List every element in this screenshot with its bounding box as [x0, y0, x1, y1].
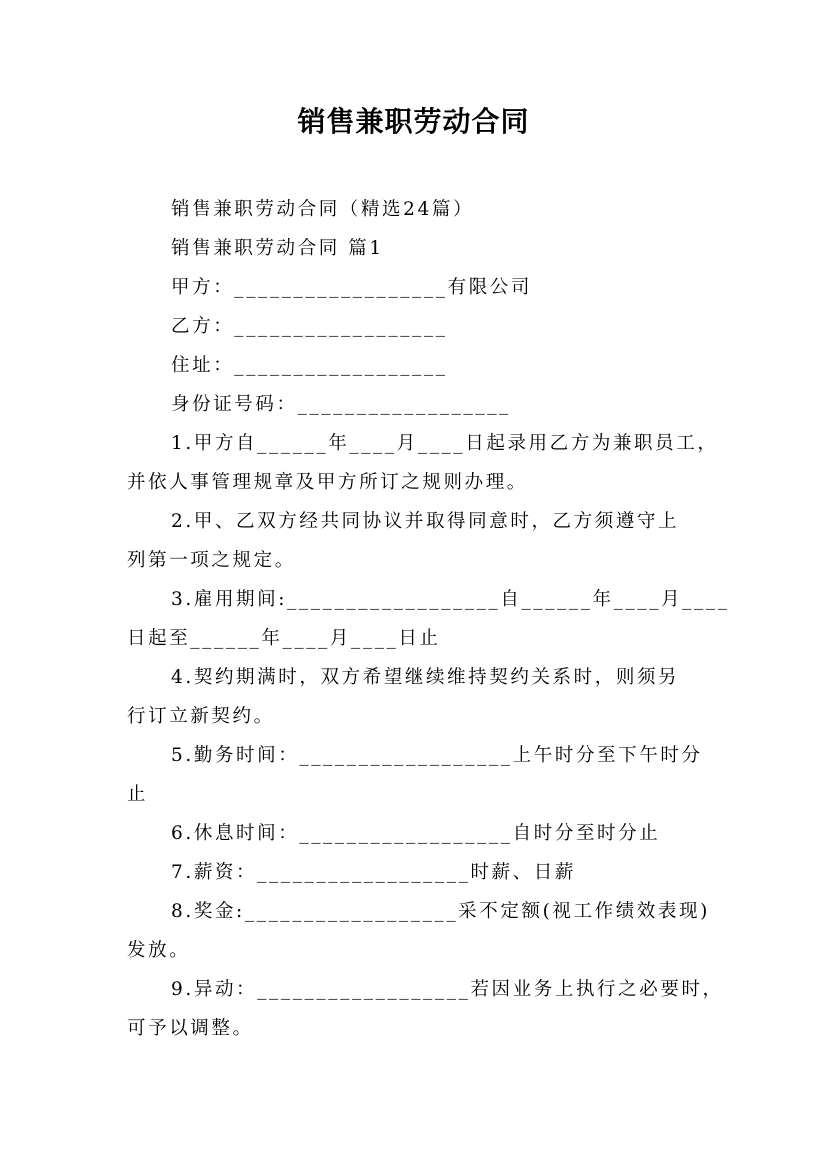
clause-4-line-2: 行订立新契约。 — [127, 706, 275, 727]
clause-9-line-2: 可予以调整。 — [127, 1018, 254, 1039]
address-line: 住址：__________________ — [171, 355, 448, 376]
clause-3-line-2: 日起至______年____月____日止 — [127, 628, 441, 649]
clause-2-line-2: 列第一项之规定。 — [127, 550, 296, 571]
clause-8-line-1: 8.奖金:__________________采不定额(视工作绩效表现) — [171, 901, 710, 922]
clause-2-line-1: 2.甲、乙双方经共同协议并取得同意时，乙方须遵守上 — [171, 511, 680, 532]
clause-8-line-2: 发放。 — [127, 940, 191, 961]
clause-5-line-1: 5.勤务时间：__________________上午时分至下午时分 — [171, 745, 703, 766]
clause-6-line: 6.休息时间：__________________自时分至时分止 — [171, 823, 661, 844]
clause-1-line-2: 并依人事管理规章及甲方所订之规则办理。 — [127, 472, 528, 493]
section-heading: 销售兼职劳动合同 篇1 — [171, 238, 384, 259]
clause-7-line: 7.薪资：__________________时薪、日薪 — [171, 862, 576, 883]
id-number-line: 身份证号码：__________________ — [171, 394, 511, 415]
clause-9-line-1: 9.异动：__________________若因业务上执行之必要时， — [171, 979, 724, 1000]
subtitle-line: 销售兼职劳动合同（精选24篇） — [171, 199, 475, 220]
clause-3-line-1: 3.雇用期间:__________________自______年____月____ — [171, 589, 730, 610]
party-b-line: 乙方：__________________ — [171, 316, 448, 337]
clause-5-line-2: 止 — [127, 784, 149, 805]
clause-1-line-1: 1.甲方自______年____月____日起录用乙方为兼职员工， — [171, 433, 719, 454]
party-a-line: 甲方：__________________有限公司 — [171, 277, 533, 298]
document-title: 销售兼职劳动合同 — [297, 105, 530, 138]
clause-4-line-1: 4.契约期满时，双方希望继续维持契约关系时，则须另 — [171, 667, 680, 688]
